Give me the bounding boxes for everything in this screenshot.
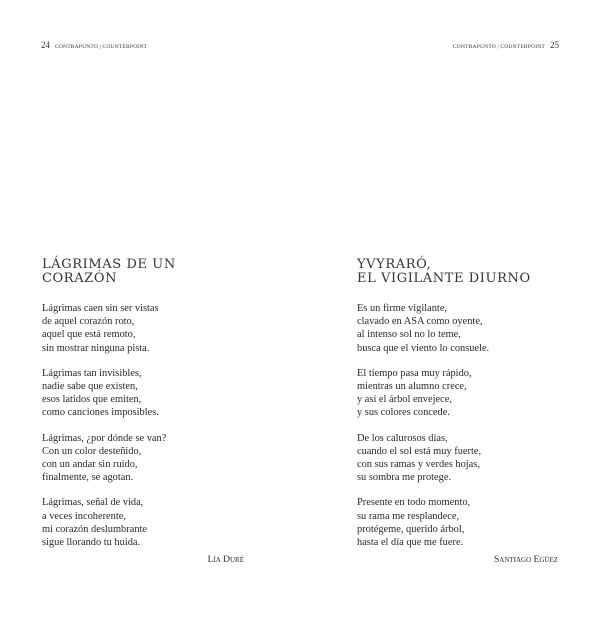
running-head: CONTRAPUNTO | COUNTERPOINT <box>452 44 545 50</box>
stanza <box>42 496 247 549</box>
verse-line: Lágrimas caen sin ser vistas <box>42 303 159 314</box>
verse-line: Es un firme vigilante, <box>357 303 448 314</box>
poem-title <box>357 258 562 286</box>
running-head: CONTRAPUNTO | COUNTERPOINT <box>55 44 148 50</box>
verse-line: y sus colores concede. <box>357 407 450 419</box>
verse-line: sigue llorando tu huida. <box>42 537 141 549</box>
verse-line: Presente en todo momento, <box>357 497 471 509</box>
left-page-header <box>41 35 147 53</box>
poem-author: Lía Duré <box>207 555 244 565</box>
verse-line: mientras un alumno crece, <box>357 381 467 393</box>
page-number: 25 <box>550 40 559 50</box>
verse-line: cuando el sol está muy fuerte, <box>357 445 482 457</box>
verse-line: y así el árbol envejece, <box>357 394 452 406</box>
stanza <box>42 432 247 485</box>
verse-line: El tiempo pasa muy rápido, <box>357 367 472 379</box>
verse-line: su rama me resplandece, <box>357 510 460 522</box>
poem-title-line: EL VIGILANTE DIURNO <box>357 271 531 286</box>
verse-line: Lágrimas tan invisibles, <box>42 367 142 379</box>
verse-line: nadie sabe que existen, <box>42 381 138 393</box>
verse-line: protégeme, querido árbol, <box>357 523 465 535</box>
verse-line: De los calurosos días, <box>357 432 448 444</box>
verse-line: aquel que está remoto, <box>42 329 136 341</box>
poem-yvyraro <box>357 258 562 561</box>
stanza <box>357 432 562 485</box>
verse-line: Lágrimas, ¿por dónde se van? <box>42 432 167 444</box>
poem-lagrimas <box>42 258 247 561</box>
verse-line: finalmente, se agotan. <box>42 472 134 484</box>
verse-line: sin mostrar ninguna pista. <box>42 342 150 354</box>
verse-line: Lágrimas, señal de vida, <box>42 497 144 509</box>
poem-title-line: LÁGRIMAS DE UN CORAZÓN <box>42 257 176 286</box>
verse-line: como canciones imposibles. <box>42 407 159 419</box>
verse-line: con sus ramas y verdes hojas, <box>357 459 480 471</box>
poem-title <box>42 258 247 286</box>
verse-line: clavado en ASA como oyente, <box>357 316 483 328</box>
verse-line: con un andar sin ruido, <box>42 459 138 471</box>
verse-line: Con un color desteñido, <box>42 445 142 457</box>
verse-line: al intenso sol no lo teme, <box>357 329 461 341</box>
verse-line: busca que el viento lo consuele. <box>357 342 490 354</box>
poem-title-line: YVYRARÓ, <box>357 257 432 272</box>
stanza <box>357 496 562 549</box>
verse-line: de aquel corazón roto, <box>42 316 135 328</box>
verse-line: a veces incoherente, <box>42 510 126 522</box>
stanza <box>42 367 247 420</box>
stanza <box>357 367 562 420</box>
poem-author: Santiago Egüez <box>493 555 558 565</box>
verse-line: hasta el día que me fuere. <box>357 537 464 549</box>
stanza <box>42 302 247 355</box>
verse-line: su sombra me protege. <box>357 472 452 484</box>
stanza <box>357 302 562 355</box>
verse-line: mi corazón deslumbrante <box>42 523 148 535</box>
right-page-header <box>453 35 559 53</box>
page-number: 24 <box>41 40 50 50</box>
right-page <box>300 0 600 628</box>
verse-line: esos latidos que emiten, <box>42 394 142 406</box>
